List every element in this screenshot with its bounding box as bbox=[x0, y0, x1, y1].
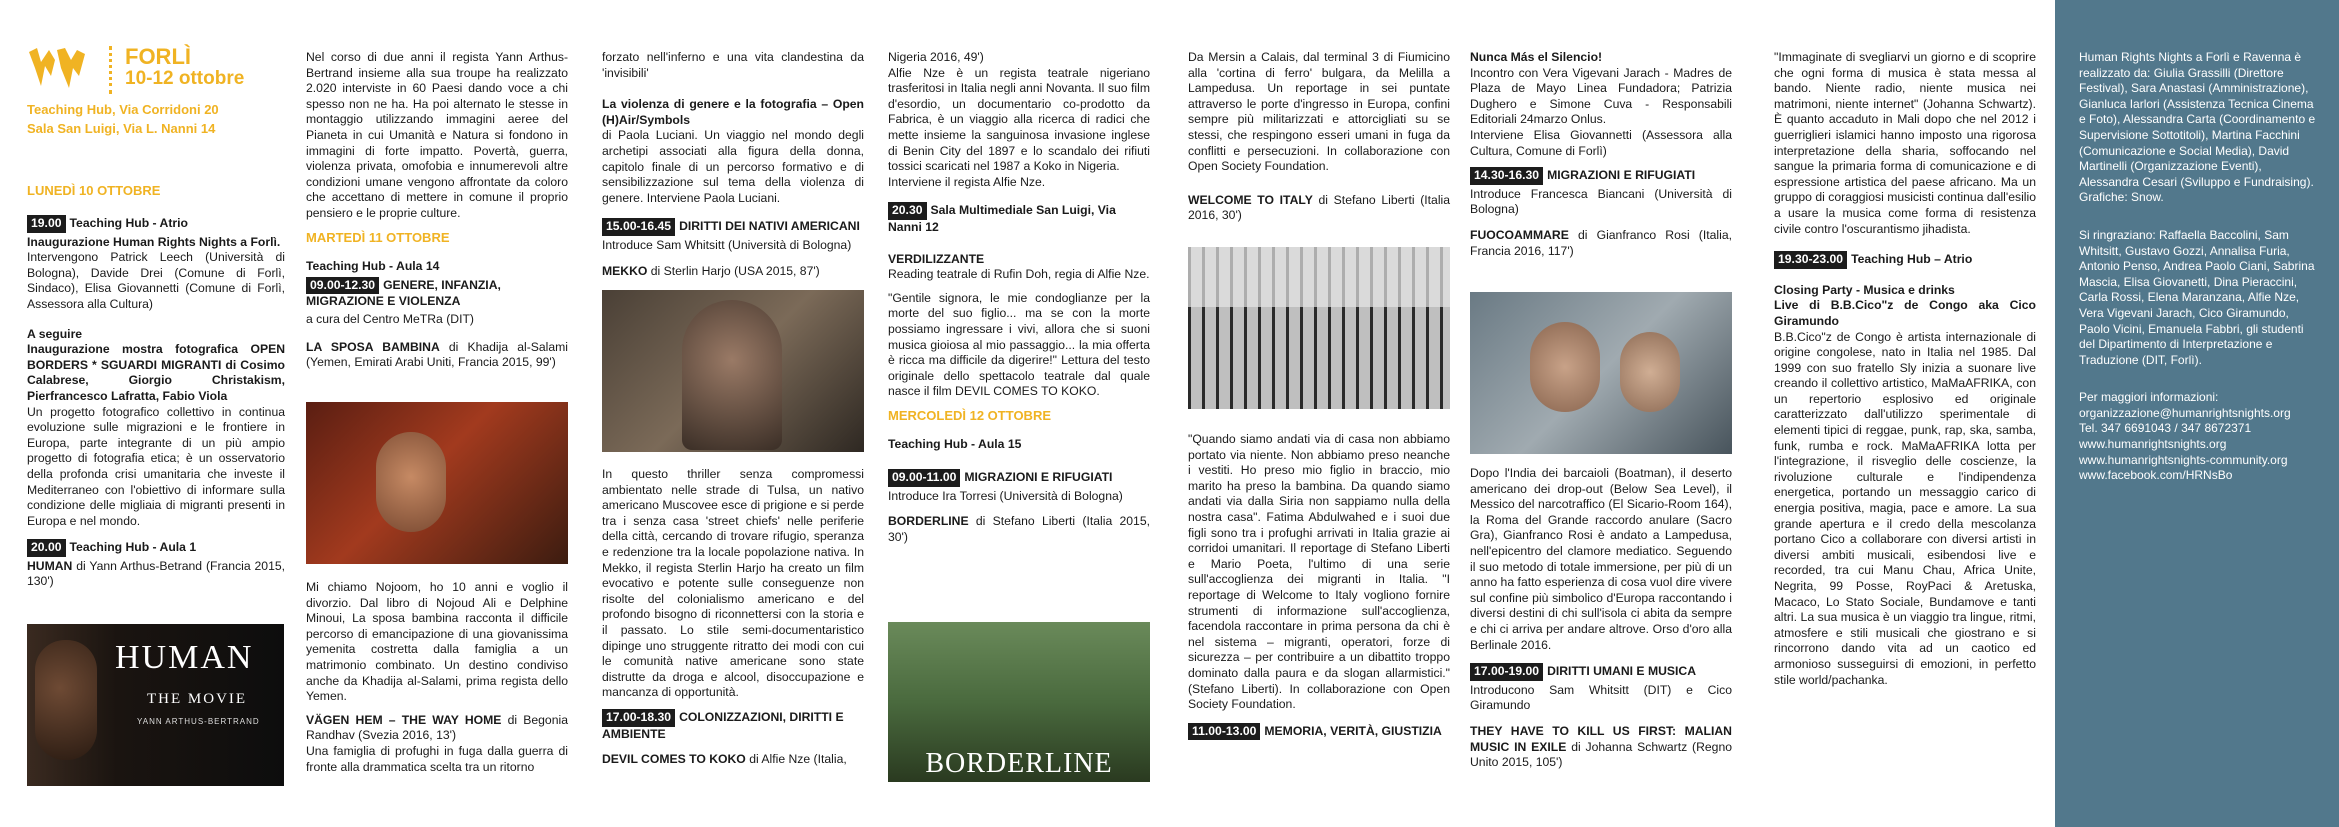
facebook-link[interactable]: www.facebook.com/HRNsBo bbox=[2079, 468, 2233, 483]
sposa-bambina-still bbox=[306, 402, 568, 564]
poster-subtitle: THE MOVIE bbox=[147, 691, 248, 707]
film-title: HUMAN bbox=[27, 558, 73, 573]
film-credit: di Sterlin Harjo (USA 2015, 87') bbox=[650, 263, 820, 278]
film-credit: di Gianfranco Rosi (Italia, Francia 2016, 117') bbox=[1470, 227, 1732, 258]
event-title: MEMORIA, VERITÀ, GIUSTIZIA bbox=[1264, 723, 1442, 738]
event-text: Incontro con Vera Vigevani Jarach - Madres de Plaza de Mayo Linea Fundadora; Patrizia Dughero e Simone Cuva - Responsabili Editoriali 24marzo Onlus. bbox=[1470, 65, 1732, 127]
column-1 bbox=[27, 0, 285, 827]
day-wednesday: MERCOLEDÌ 12 OTTOBRE bbox=[888, 407, 1052, 423]
event-intro: Introduce Sam Whitsitt (Università di Bologna) bbox=[602, 237, 852, 252]
film-title: FUOCOAMMARE bbox=[1470, 227, 1569, 242]
event-title: COLONIZZAZIONI, DIRITTI E AMBIENTE bbox=[602, 709, 844, 741]
time-badge: 19.30-23.00 bbox=[1774, 251, 1847, 269]
event-title: DIRITTI DEI NATIVI AMERICANI bbox=[679, 219, 860, 234]
event-place: Teaching Hub – Atrio bbox=[1851, 252, 1973, 267]
film-intervention: Interviene il regista Alfie Nze. bbox=[888, 174, 1046, 189]
film-title: THEY HAVE TO KILL US FIRST: MALIAN MUSIC IN EXILE bbox=[1470, 723, 1732, 754]
show-description: "Gentile signora, le mie condoglianze per la morte del suo figlio... ma se con la morte possiamo ingressare i vivi, allora che si suoni musica gioiosa al mio passaggio... la mia offerta è ricca ma difficile da digerire!" Lettura del testo originale dello spettacolo teatrale dal quale nasce il film DEVIL COMES TO KOKO. bbox=[888, 290, 1150, 399]
film-title: MEKKO bbox=[602, 263, 648, 278]
event-title: MIGRAZIONI E RIFUGIATI bbox=[964, 470, 1113, 485]
poster-title: HUMAN bbox=[115, 639, 254, 676]
human-poster bbox=[27, 624, 284, 786]
welcome-to-italy-still bbox=[1188, 247, 1450, 409]
film-credit-cont: Nigeria 2016, 49') bbox=[888, 50, 984, 64]
film-description: Da Mersin a Calais, dal terminal 3 di Fiumicino alla 'cortina di ferro' bulgara, da Melilla a Lampedusa. Un reportage in sei puntate attraverso le porte d'ingresso in Europa, confini sempre più militarizzati e attorcigliati su se stessi, che respingono esseri umani in fuga da conflitti e persecuzioni. In collaborazione con Open Society Foundation. bbox=[1188, 50, 1450, 174]
film-title: WELCOME TO ITALY bbox=[1188, 192, 1313, 207]
event-title: DIRITTI UMANI E MUSICA bbox=[1547, 664, 1697, 679]
film-credit: di Begonia Randhav (Svezia 2016, 13') bbox=[306, 712, 568, 743]
film-title: DEVIL COMES TO KOKO bbox=[602, 752, 746, 767]
event-intro: Introduce Ira Torresi (Università di Bologna) bbox=[888, 488, 1123, 503]
website-link[interactable]: www.humanrightsnights.org bbox=[2079, 437, 2227, 452]
poster-face bbox=[35, 640, 97, 760]
time-badge: 11.00-13.00 bbox=[1188, 723, 1260, 741]
column-5 bbox=[1188, 0, 1450, 827]
event-place: Teaching Hub - Aula 1 bbox=[69, 540, 197, 555]
event-title: MIGRAZIONI E RIFUGIATI bbox=[1547, 168, 1696, 183]
film-credit: di Johanna Schwartz (Regno Unito 2015, 105') bbox=[1470, 739, 1733, 770]
still-sky bbox=[1188, 247, 1450, 307]
poster-title: BORDERLINE bbox=[925, 748, 1113, 780]
event-text: Intervengono Patrick Leech (Università di Bologna), Davide Drei (Comune di Forlì, Sindaco), Elisa Giovannetti (Comune di Forlì, Assessora alla Cultura) bbox=[27, 250, 285, 311]
venue-2: Sala San Luigi, Via L. Nanni 14 bbox=[27, 121, 216, 136]
event-title: Sala Multimediale San Luigi, Via Nanni 12 bbox=[888, 203, 1116, 234]
event-intervention: Interviene Elisa Giovannetti (Assessora alla Cultura, Comune di Forlì) bbox=[1470, 127, 1732, 158]
film-credit: di Alfie Nze (Italia, bbox=[749, 752, 847, 767]
poster-author: YANN ARTHUS-BERTRAND bbox=[137, 717, 260, 726]
film-description: Alfie Nze è un regista teatrale nigeriano trasferitosi in Italia negli anni Novanta. Il suo film d'esordio, un documentario co-prodotto da Fabrica, è un viaggio alla ricerca di radici che mette insieme la sanguinosa invasione inglese di Benin City del 1897 e lo scandalo dei rifiuti tossici scaricati nel 1987 a Koko in Nigeria. bbox=[888, 65, 1150, 174]
film-credit: di Khadija al-Salami (Yemen, Emirati Arabi Uniti, Francia 2015, 99') bbox=[306, 339, 569, 370]
time-badge: 17.00-19.00 bbox=[1470, 663, 1543, 681]
time-badge: 19.00 bbox=[27, 215, 66, 233]
credits-text: Human Rights Nights a Forlì e Ravenna è realizzato da: Giulia Grassilli (Direttore Festival), Sara Anastasi (Amministrazione), Gianluca Iarlori (Assistenza Tecnica Cinema e Foto), Alessandra Carta (Coordinamento e Supervisione Sottotitoli), Martina Facchini (Comunicazione e Social Media), David Martinelli (Organizzazione Eventi), Alessandra Cesari (Sviluppo e Fundraising). Grafiche: Snow. bbox=[2079, 50, 2316, 205]
artist-bio: B.B.Cico"z de Congo è artista internazionale di origine congolese, nato in Italia nel 1985. Dal 1999 con suo fratello Sly inizia a suonare live creando il collettivo artistico, MaMaAFRIKA, con un repertorio esplosivo ed originale caratterizzato dall'utilizzo sperimentale di elementi tipici di reggae, punk, rap, ska, samba, funk, rumba e rock. MaMaAFRIKA lotta per l'integrazione, il risveglio delle coscienze, la rivoluzione culturale e l'indipendenza energetica, portando un messaggio carico di energia positiva, magia, pace e amore. La sua grande apertura e il credo della mescolanza portano Cico a collaborare con diversi artisti in diversi ambiti musicali, esibendosi live e recorded, tra cui Manu Chau, Africa Unite, Negrita, 99 Posse, RoyPaci & Aretuska, Macaco, Lo Stato Sociale, Bundamove e tanti altri. La sua musica è un viaggio tra lingue, ritmi, atmosfere e stili musicali che giostrano e si rincorrono dando vita ad un caotico ed armonioso susseguirsi di emozioni, in perfetto stile world/pachanka. bbox=[1774, 329, 2036, 687]
mekko-still bbox=[602, 290, 864, 452]
time-badge: 15.00-16.45 bbox=[602, 218, 675, 236]
column-3 bbox=[602, 0, 864, 827]
film-credit: di Stefano Liberti (Italia 2016, 30') bbox=[1188, 192, 1451, 223]
day-tuesday: MARTEDÌ 11 OTTOBRE bbox=[306, 229, 450, 245]
time-badge: 09.00-12.30 bbox=[306, 277, 379, 295]
film-description: In questo thriller senza compromessi ambientato nelle strade di Tulsa, un nativo americano Muscovee esce di prigione e si perde tra i senza casa 'street chiefs' nelle periferie della città, cercando di trovare rifugio, speranza e redenzione tra la locale popolazione nativa. In Mekko, il regista Sterlin Harjo ha creato un film evocativo e potente sulle conseguenze non risolte del colonialismo americano e del profondo bisogno di riconnettersi con la storia e il passato. Lo stile semi-documentaristico dipinge uno struggente ritratto dei modi con cui le comunità native americane sono state distrutte da droga e alcool, disoccupazione e mancanza di opportunità. bbox=[602, 467, 864, 700]
info-title: Per maggiori informazioni: bbox=[2079, 390, 2219, 405]
time-badge: 14.30-16.30 bbox=[1470, 167, 1543, 185]
column-7 bbox=[1774, 0, 2036, 827]
time-badge: 09.00-11.00 bbox=[888, 469, 960, 487]
event-title: Closing Party - Musica e drinks bbox=[1774, 282, 1955, 297]
contact-email[interactable]: organizzazione@humanrightsnights.org bbox=[2079, 405, 2291, 420]
event-subtitle: Live di B.B.Cico"z de Congo aka Cico Giramundo bbox=[1774, 298, 2036, 328]
film-description: Mi chiamo Nojoom, ho 10 anni e voglio il divorzio. Dal libro di Nojoud Ali e Delphine Minoui, La sposa bambina racconta il difficile percorso di emancipazione di una giovanissima yemenita costretta dalla famiglia a un matrimonio combinato. Un destino condiviso anche da Khadija al-Salami, prima regista dello Yemen. bbox=[306, 580, 568, 704]
event-title: Nunca Más el Silencio! bbox=[1470, 50, 1603, 64]
thanks-text: Si ringraziano: Raffaella Baccolini, Sam Whitsitt, Gustavo Gozzi, Annalisa Furia, Antonio Penso, Andrea Paolo Ciani, Sabrina Mascia, Elisa Giovanetti, Dina Pieraccini, Carla Rossi, Elena Maranzana, Alfie Nze, Vera Vigevani Jarach, Cico Giramundo, Paolo Vicini, Emanuela Fabbri, gli studenti del Dipartimento di Interpretazione e Traduzione (DIT, Forlì). bbox=[2079, 227, 2315, 367]
column-4 bbox=[888, 0, 1150, 827]
film-description: "Quando siamo andati via di casa non abbiamo portato via niente. Non abbiamo preso neanche i vestiti. Ho preso mio figlio in braccio, mio marito ha preso la bambina. Da quando siamo andati via dalla Siria non sappiamo nulla della nostra casa". Fatima Abdulwahed e i suoi due figli sono tra i profughi arrivati in Italia grazie ai corridoi umanitari. Il reportage di Stefano Liberti e Mario Poeta, l'ultimo di una serie sull'accoglienza dei migranti in Italia. "I reportage di Welcome to Italy vogliono fornire strumenti di informazione sull'accoglienza, facendola raccontare in prima persona da chi è nel sistema – migranti, operatori, forze di sicurezza – per contribuire a un dibattito troppo dominato dalla paura e da slogan allarmistici." (Stefano Liberti). In collaborazione con Open Society Foundation. bbox=[1188, 432, 1450, 712]
event-label: A seguire bbox=[27, 326, 83, 341]
event-text: di Paola Luciani. Un viaggio nel mondo degli archetipi associati alla figura della donna, capitolo finale di un percorso formativo e di sensibilizzazione sul tema della violenza di genere. Interviene Paola Luciani. bbox=[602, 128, 864, 205]
community-link[interactable]: www.humanrightsnights-community.org bbox=[2079, 452, 2288, 467]
film-credit: di Yann Arthus-Betrand (Francia 2015, 130') bbox=[27, 558, 286, 589]
event-place: Teaching Hub - Aula 15 bbox=[888, 437, 1022, 452]
still-figure bbox=[1620, 332, 1680, 412]
column-6 bbox=[1470, 0, 1732, 827]
film-description: Una famiglia di profughi in fuga dalla guerra di fronte alla drammatica scelta tra un ritorno bbox=[306, 743, 568, 774]
exhibition-title: Inaugurazione mostra fotografica OPEN BORDERS * SGUARDI MIGRANTI di Cosimo Calabrese, Giorgio Christakism, Pierfrancesco Lafratta, Fabio Viola bbox=[27, 342, 285, 403]
still-figure bbox=[1530, 322, 1600, 412]
event-title: GENERE, INFANZIA, MIGRAZIONE E VIOLENZA bbox=[306, 277, 501, 309]
film-title: LA SPOSA BAMBINA bbox=[306, 339, 440, 354]
film-title: BORDERLINE bbox=[888, 514, 969, 529]
time-badge: 20.00 bbox=[27, 539, 66, 557]
contact-phone: Tel. 347 6691043 / 347 8672371 bbox=[2079, 421, 2252, 436]
still-figure bbox=[682, 300, 782, 450]
time-badge: 17.00-18.30 bbox=[602, 709, 675, 727]
film-description-cont: forzato nell'inferno e una vita clandestina da 'invisibili' bbox=[602, 50, 864, 80]
still-face bbox=[376, 432, 446, 532]
event-place: Teaching Hub - Atrio bbox=[69, 216, 188, 230]
venue-1: Teaching Hub, Via Corridoni 20 bbox=[27, 102, 219, 117]
borderline-poster bbox=[888, 622, 1150, 782]
fuocoammare-still bbox=[1470, 292, 1732, 454]
time-badge: 20.30 bbox=[888, 202, 927, 220]
film-description: "Immaginate di svegliarvi un giorno e di scoprire che ogni forma di musica è stata messa al bando. Niente radio, niente musica nei matrimoni, niente internet" (Johanna Schwartz). È quanto accaduto in Mali dopo che nel 2012 i guerriglieri islamici hanno imposto una rigorosa interpretazione della sharia, soffocando nel sangue la primaria forma di comunicazione e di espressione artistica del paese africano. Ma un gruppo di coraggiosi musicisti continua dall'esilio a usare la musica come forma di resistenza civile contro l'oscurantismo jihadista. bbox=[1774, 50, 2036, 236]
event-cura: a cura del Centro MeTRa (DIT) bbox=[306, 311, 474, 326]
show-title: VERDILIZZANTE bbox=[888, 251, 985, 266]
event-title: Inaugurazione Human Rights Nights a Forlì. bbox=[27, 234, 281, 249]
film-title: VÄGEN HEM – THE WAY HOME bbox=[306, 712, 502, 727]
header-dates: 10-12 ottobre bbox=[125, 68, 245, 89]
column-2 bbox=[306, 0, 568, 827]
human-description: Nel corso di due anni il regista Yann Arthus-Bertrand insieme alla sua troupe ha realizzato 2.020 interviste in 60 Paesi dando voce a chi spesso non ne ha. Ha poi alternato le stesse in montaggio utilizzando immagini aeree del Pianeta in cui Umanità e Natura si fondono in immagini di forte impatto. Povertà, guerra, violenza privata, omofobia e innumerevoli altre condizioni umane vengono affrontate da coloro che accettano di mettere in comune il proprio pensiero e le proprie culture. bbox=[306, 50, 568, 220]
day-monday: LUNEDÌ 10 OTTOBRE bbox=[27, 183, 161, 198]
film-description: Dopo l'India dei barcaioli (Boatman), il deserto americano dei drop-out (Below Sea Level), il Messico del narcotraffico (El Sicario-Room 164), la Roma del Grande raccordo anulare (Sacro Gra), Gianfranco Rosi è andato a Lampedusa, nell'epicentro del clamore mediatico. Seguendo il suo metodo di totale immersione, per più di un anno ha fatto esperienza di cosa vuol dire vivere sul confine più simbolico d'Europa raccontando i diversi destini di chi sull'isola ci abita da sempre e chi ci arriva per andare altrove. Orso d'oro alla Berlinale 2016. bbox=[1470, 466, 1732, 652]
event-intro: Introduce Francesca Biancani (Università di Bologna) bbox=[1470, 186, 1732, 217]
event-intro: Introducono Sam Whitsitt (DIT) e Cico Giramundo bbox=[1470, 682, 1732, 713]
event-title: La violenza di genere e la fotografia – Open (H)Air/Symbols bbox=[602, 97, 864, 127]
credits-sidebar bbox=[2055, 0, 2339, 827]
header-city: FORLÌ bbox=[125, 44, 191, 69]
film-credit: di Stefano Liberti (Italia 2015, 30') bbox=[888, 514, 1151, 544]
exhibition-text: Un progetto fotografico collettivo in continua evoluzione sulle migrazioni e le frontiere in Europa, parte integrante di un più ampio progetto di fotografia etica; è un osservatorio della profonda crisi umanitaria che investe il Mediterraneo con l'obiettivo di informare sulla condizione delle migliaia di migranti presenti in Europa e nel mondo. bbox=[27, 404, 285, 528]
event-place: Teaching Hub - Aula 14 bbox=[306, 259, 440, 274]
show-credit: Reading teatrale di Rufin Doh, regia di Alfie Nze. bbox=[888, 267, 1150, 282]
